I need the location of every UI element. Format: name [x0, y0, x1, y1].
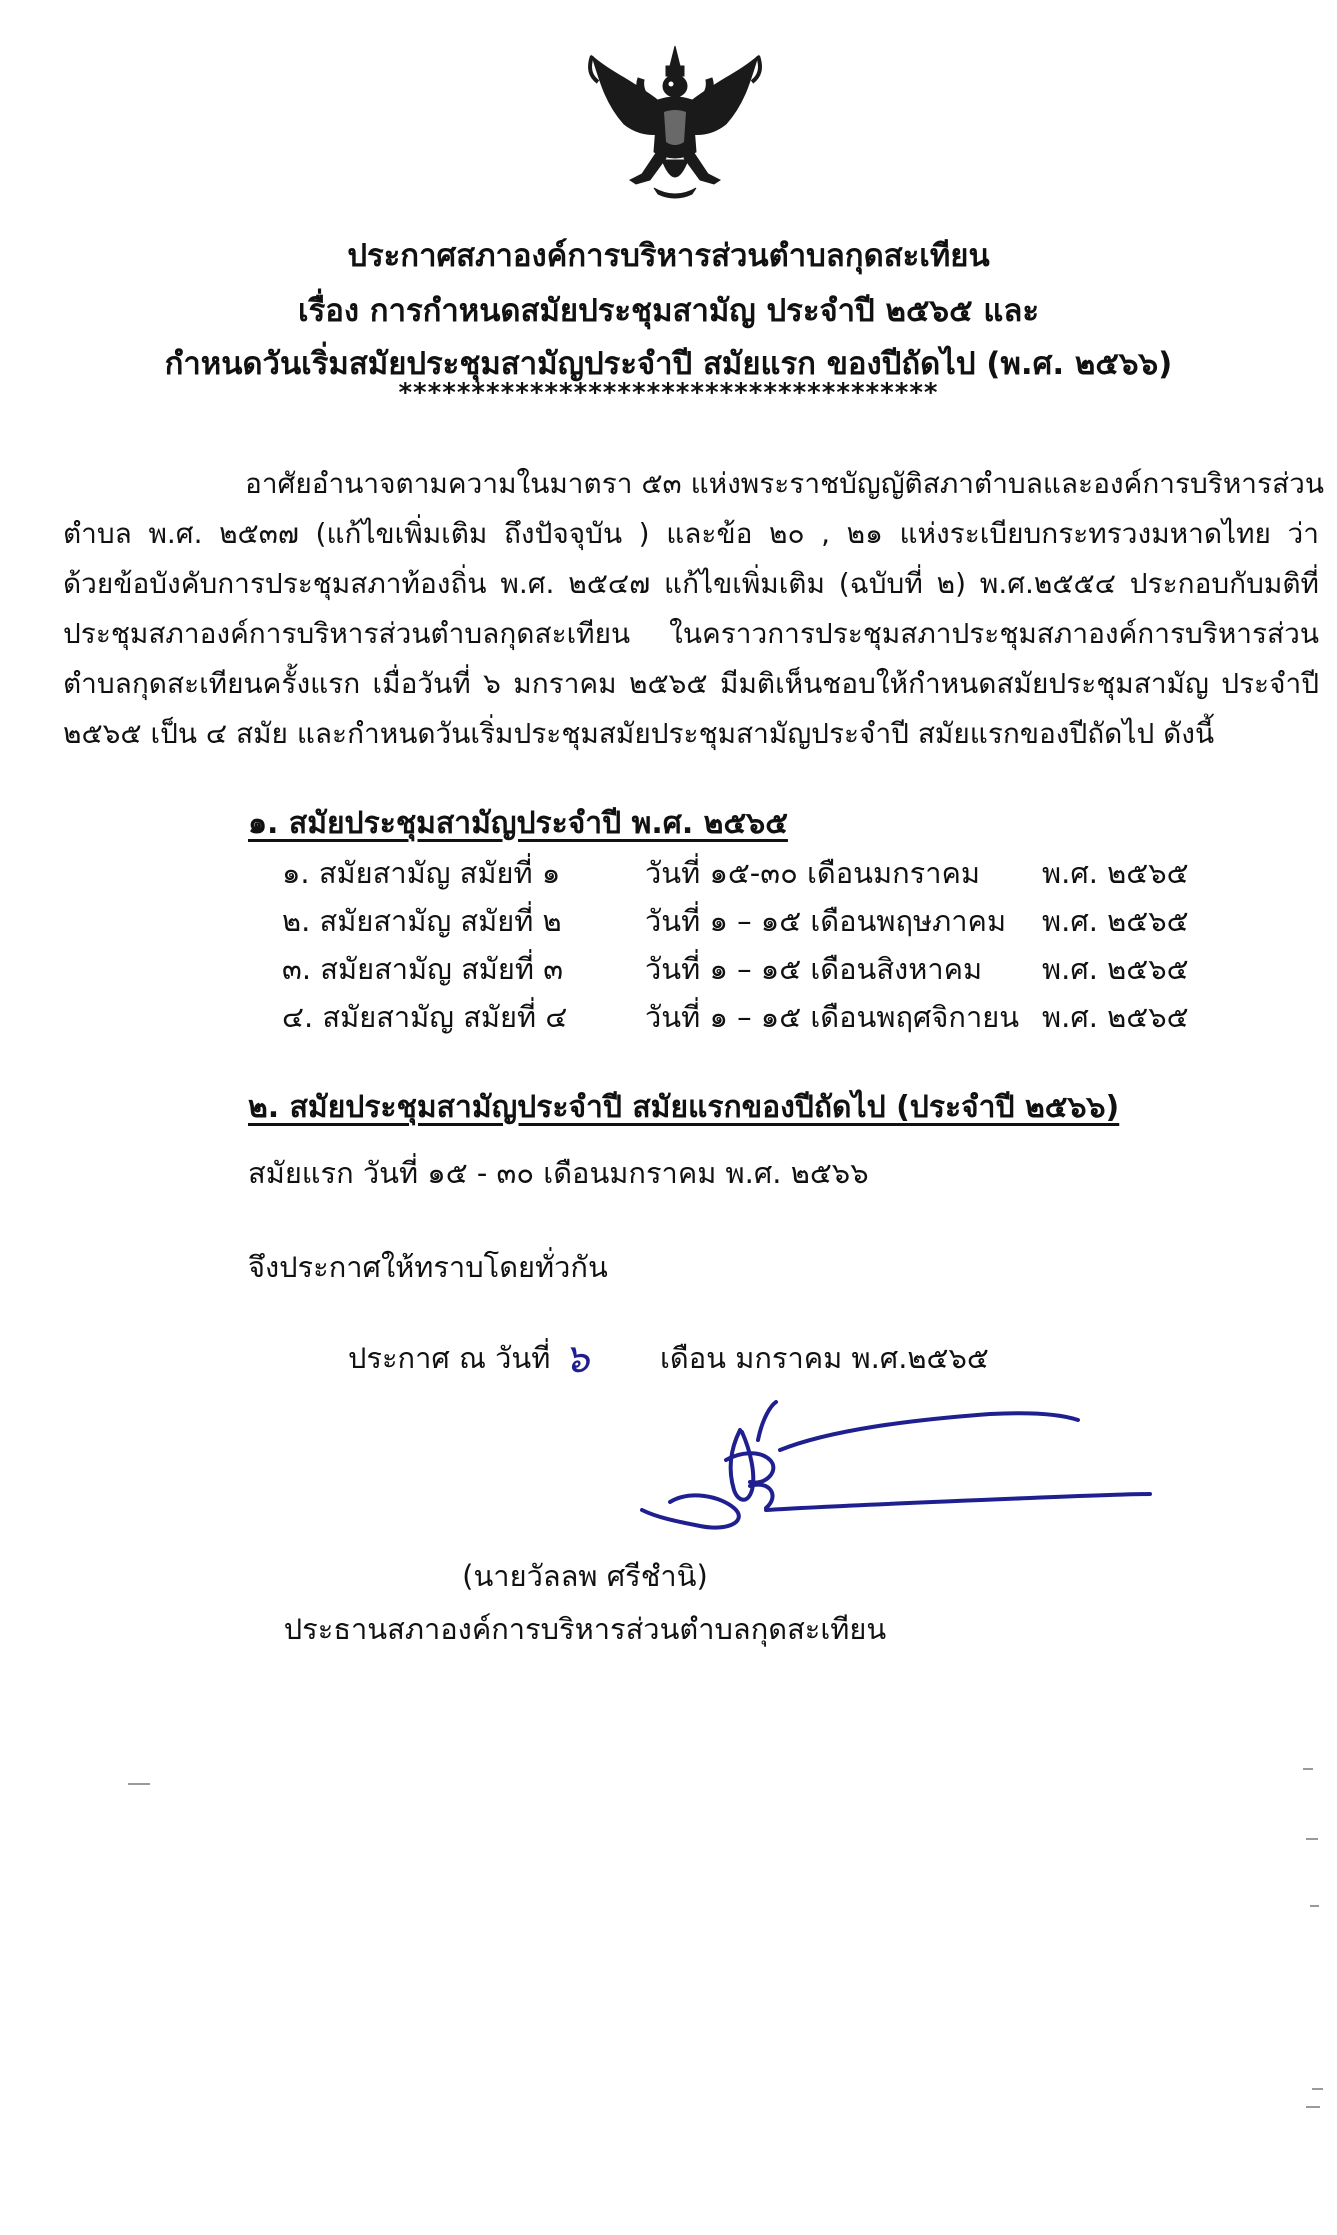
scan-speck — [1312, 2088, 1323, 2090]
section2-line: สมัยแรก วันที่ ๑๕ - ๓๐ เดือนมกราคม พ.ศ. ๒๕๖๖ — [248, 1156, 869, 1190]
section1-item-4-no: ๔. สมัยสามัญ สมัยที่ ๔ — [282, 1000, 568, 1034]
garuda-emblem — [580, 42, 770, 202]
body-line-2: ตำบล พ.ศ. ๒๕๓๗ (แก้ไขเพิ่มเติม ถึงปัจจุบัน ) และข้อ ๒๐ , ๒๑ แห่งระเบียบกระทรวงมหาดไทย ว่า — [63, 517, 1319, 550]
section1-item-2-no: ๒. สมัยสามัญ สมัยที่ ๒ — [282, 904, 562, 938]
announcement-date-suffix: เดือน มกราคม พ.ศ.๒๕๖๕ — [660, 1341, 989, 1375]
scan-speck — [1303, 1768, 1313, 1770]
handwritten-signature — [630, 1390, 1170, 1540]
body-line-5: ตำบลกุดสะเทียนครั้งแรก เมื่อวันที่ ๖ มกราคม ๒๕๖๕ มีมติเห็นชอบให้กำหนดสมัยประชุมสามัญ ประจำปี — [63, 667, 1319, 700]
body-line-1: อาศัยอำนาจตามความในมาตรา ๕๓ แห่งพระราชบัญญัติสภาตำบลและองค์การบริหารส่วน — [245, 467, 1325, 500]
body-line-3: ด้วยข้อบังคับการประชุมสภาท้องถิ่น พ.ศ. ๒๕๔๗ แก้ไขเพิ่มเติม (ฉบับที่ ๒) พ.ศ.๒๕๕๔ ประกอบกับมติที่ — [63, 567, 1319, 600]
section1-item-2-day: วันที่ ๑ – ๑๕ เดือนพฤษภาคม — [645, 904, 1007, 938]
signatory-position: ประธานสภาองค์การบริหารส่วนตำบลกุดสะเทียน — [283, 1612, 887, 1646]
scan-speck — [1310, 1905, 1319, 1907]
scan-speck — [1306, 1838, 1318, 1840]
section1-item-2-year: พ.ศ. ๒๕๖๕ — [1042, 904, 1189, 938]
section1-item-1-day: วันที่ ๑๕-๓๐ เดือนมกราคม — [645, 856, 981, 890]
section1-item-3-day: วันที่ ๑ – ๑๕ เดือนสิงหาคม — [645, 952, 983, 986]
document-title: ประกาศสภาองค์การบริหารส่วนตำบลกุดสะเทียน — [347, 238, 990, 274]
section1-item-1-year: พ.ศ. ๒๕๖๕ — [1042, 856, 1189, 890]
section1-item-3-year: พ.ศ. ๒๕๖๕ — [1042, 952, 1189, 986]
scan-speck — [128, 1783, 150, 1785]
scan-speck — [1306, 2106, 1320, 2108]
body-line-4: ประชุมสภาองค์การบริหารส่วนตำบลกุดสะเทียน ในคราวการประชุมสภาประชุมสภาองค์การบริหารส่วน — [63, 617, 1319, 650]
closing-announcement: จึงประกาศให้ทราบโดยทั่วกัน — [248, 1250, 608, 1284]
header-separator: ************************************* — [398, 378, 939, 408]
announcement-date-prefix: ประกาศ ณ วันที่ — [348, 1341, 551, 1375]
section2-heading: ๒. สมัยประชุมสามัญประจำปี สมัยแรกของปีถัดไป (ประจำปี ๒๕๖๖) — [248, 1090, 1120, 1125]
signatory-name: (นายวัลลพ ศรีชำนิ) — [462, 1559, 708, 1593]
announcement-date-day: ๖ — [564, 1336, 590, 1382]
section1-heading: ๑. สมัยประชุมสามัญประจำปี พ.ศ. ๒๕๖๕ — [248, 806, 788, 841]
document-subject-line2: กำหนดวันเริ่มสมัยประชุมสามัญประจำปี สมัยแรก ของปีถัดไป (พ.ศ. ๒๕๖๖) — [164, 346, 1173, 382]
document-subject: เรื่อง การกำหนดสมัยประชุมสามัญ ประจำปี ๒๕๖๕ และ — [298, 293, 1039, 329]
section1-item-4-day: วันที่ ๑ – ๑๕ เดือนพฤศจิกายน — [645, 1000, 1020, 1034]
section1-item-3-no: ๓. สมัยสามัญ สมัยที่ ๓ — [282, 952, 564, 986]
body-line-6: ๒๕๖๕ เป็น ๔ สมัย และกำหนดวันเริ่มประชุมสมัยประชุมสามัญประจำปี สมัยแรกของปีถัดไป ดังนี้ — [63, 717, 1215, 750]
section1-item-4-year: พ.ศ. ๒๕๖๕ — [1042, 1000, 1189, 1034]
section1-item-1-no: ๑. สมัยสามัญ สมัยที่ ๑ — [282, 856, 561, 890]
